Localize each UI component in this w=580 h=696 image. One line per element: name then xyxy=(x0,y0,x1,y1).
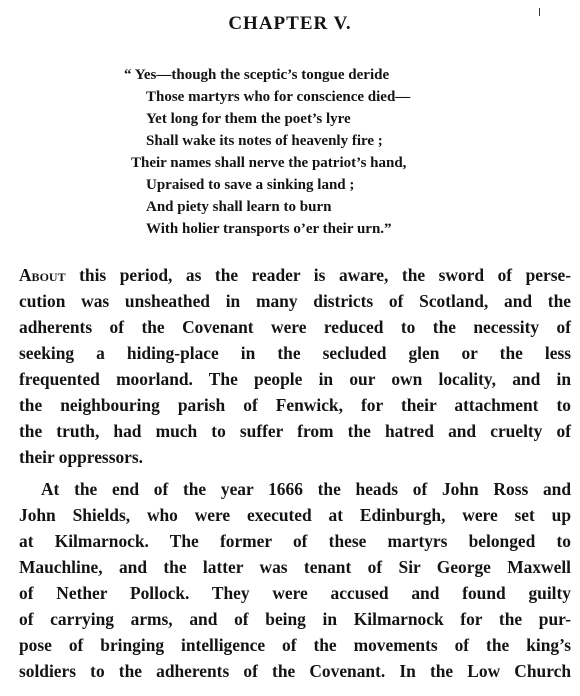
epigraph-line: Yet long for them the poet’s lyre xyxy=(146,111,351,127)
epigraph-line: Those martyrs who for conscience died— xyxy=(146,89,411,105)
paragraph-1-line: their oppressors. xyxy=(19,447,143,467)
paragraph-1-line: cution was unsheathed in many districts of Scotland, and the xyxy=(19,291,571,311)
paragraph-1-line: frequented moorland. The people in our own locality, and in xyxy=(19,369,571,389)
epigraph-line: Their names shall nerve the patriot’s hand, xyxy=(131,155,407,171)
paragraph-1-line: adherents of the Covenant were reduced to the necessity of xyxy=(19,317,571,337)
epigraph-line: “ Yes—though the sceptic’s tongue deride xyxy=(124,67,390,83)
paragraph-2-line: John Shields, who were executed at Edinburgh, were set up xyxy=(19,505,571,525)
paragraph-1-line-text: this period, as the reader is aware, the sword of perse- xyxy=(65,265,571,285)
paragraph-2-line: of Nether Pollock. They were accused and found guilty xyxy=(19,583,571,603)
paragraph-2-line: Mauchline, and the latter was tenant of Sir George Maxwell xyxy=(19,557,571,577)
paragraph-2-line: pose of bringing intelligence of the movements of the king’s xyxy=(19,635,571,655)
paragraph-1-line: the neighbouring parish of Fenwick, for their attachment to xyxy=(19,395,571,415)
paragraph-2-line: At the end of the year 1666 the heads of John Ross and xyxy=(41,479,571,499)
paragraph-2-line: of carrying arms, and of being in Kilmarnock for the pur- xyxy=(19,609,571,629)
lead-word: About xyxy=(19,265,66,285)
chapter-title: CHAPTER V. xyxy=(228,13,352,34)
paragraph-2-line: at Kilmarnock. The former of these martyrs belonged to xyxy=(19,531,571,551)
epigraph-line: And piety shall learn to burn xyxy=(146,199,332,215)
paragraph-2-line: soldiers to the adherents of the Covenant. In the Low Church xyxy=(19,661,571,681)
paragraph-1-line: the truth, had much to suffer from the hatred and cruelty of xyxy=(19,421,571,441)
epigraph-line: Upraised to save a sinking land ; xyxy=(146,177,355,193)
epigraph-line: With holier transports o’er their urn.” xyxy=(146,221,392,237)
paragraph-1-line xyxy=(19,262,571,288)
epigraph-line: Shall wake its notes of heavenly fire ; xyxy=(146,133,383,149)
paragraph-1-line: seeking a hiding-place in the secluded glen or the less xyxy=(19,343,571,363)
